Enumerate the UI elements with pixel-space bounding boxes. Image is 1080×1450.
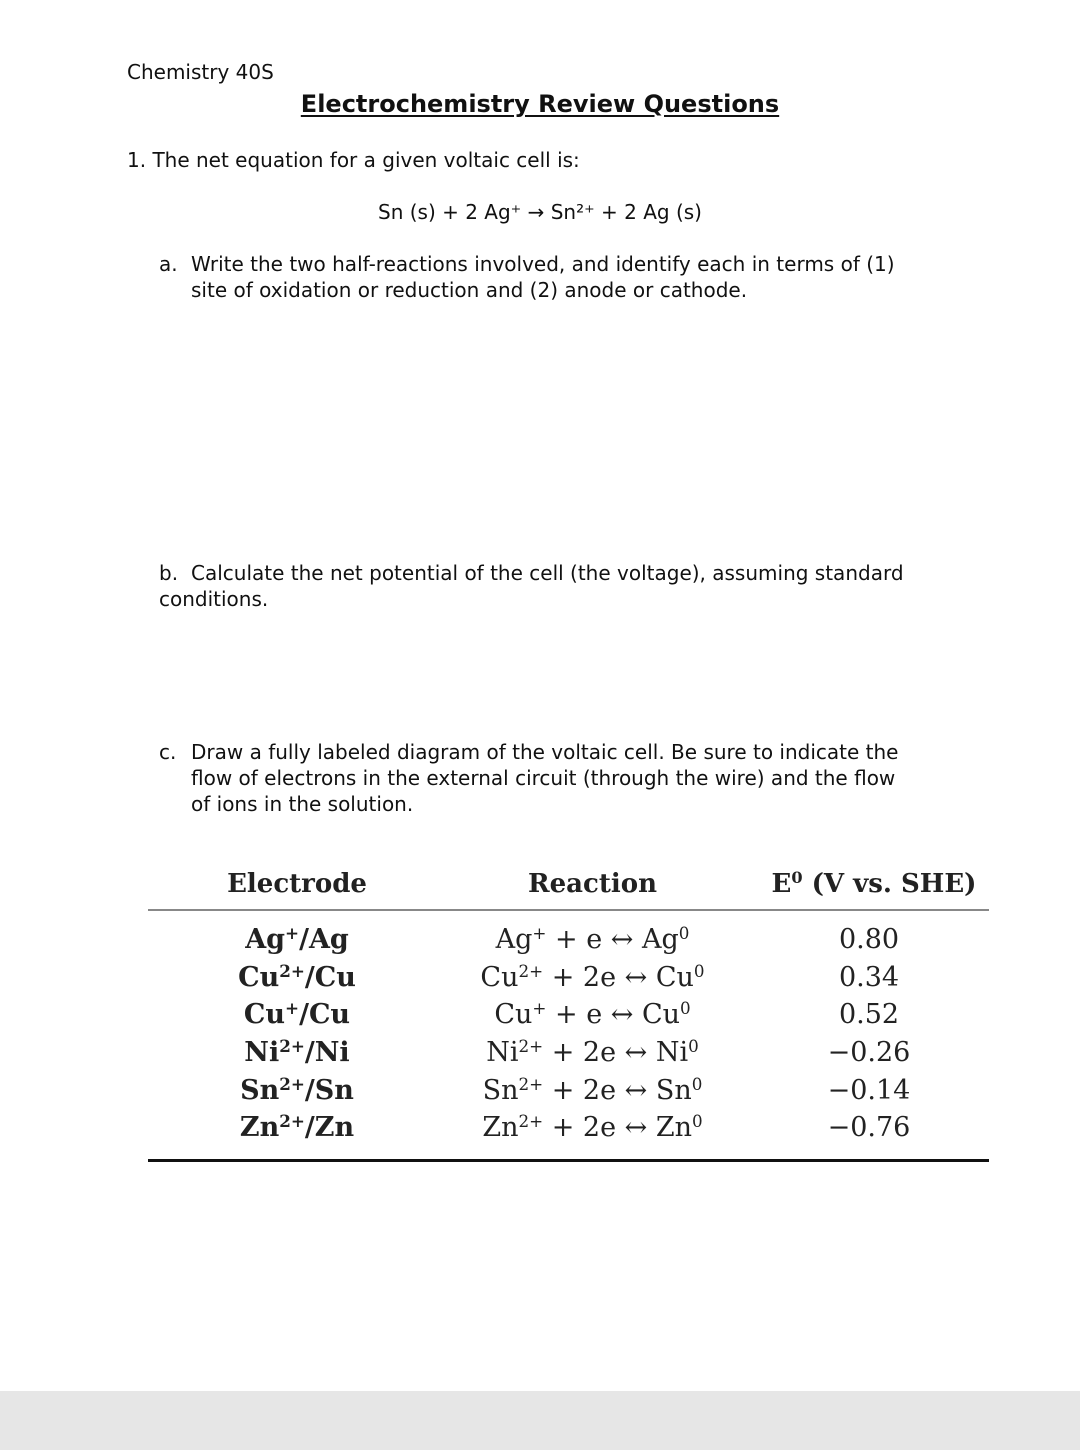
part-c-text-line-2: flow of electrons in the external circuit (through the wire) and the flow xyxy=(191,766,896,790)
header-electrode: Electrode xyxy=(227,869,367,899)
question-part-b xyxy=(159,560,959,612)
part-c-text-line-3: of ions in the solution. xyxy=(191,792,414,816)
part-c-letter: c. xyxy=(159,740,177,764)
cell-electrode: $Sn^{2+}/Sn$ xyxy=(240,1073,354,1106)
question-part-a xyxy=(159,251,959,303)
cell-reaction: Cu+ + e ↔ Cu$^0$ xyxy=(494,998,691,1031)
part-a-letter: a. xyxy=(159,252,178,276)
question-1-prompt: 1. The net equation for a given voltaic cell is: xyxy=(127,148,580,172)
header-e0: $E^0$ (V vs. SHE) xyxy=(771,868,977,899)
cell-e0: −0.26 xyxy=(827,1037,911,1069)
course-name: Chemistry 40S xyxy=(127,60,274,84)
table-bottom-rule xyxy=(148,1159,989,1162)
table-row xyxy=(148,996,989,1034)
question-part-c xyxy=(159,739,959,817)
cell-e0: 0.34 xyxy=(838,961,900,993)
part-c-text-line-1: Draw a fully labeled diagram of the voltaic cell. Be sure to indicate the xyxy=(191,740,899,764)
cell-reaction: $Sn^{2+} + 2e$ ↔ Sn$^0$ xyxy=(482,1073,703,1106)
part-b-letter: b. xyxy=(159,561,179,585)
cell-electrode: Cu+/Cu xyxy=(243,998,351,1031)
part-b-text-line-1: Calculate the net potential of the cell (the voltage), assuming standard xyxy=(191,561,904,585)
table-row xyxy=(148,921,989,959)
cell-e0: 0.80 xyxy=(838,924,900,956)
table-body xyxy=(148,911,989,1147)
cell-reaction: Ag+ + e ↔ Ag$^0$ xyxy=(495,923,690,956)
cell-e0: −0.14 xyxy=(827,1074,911,1106)
table-header-row xyxy=(148,860,989,908)
net-equation: Sn (s) + 2 Ag⁺ → Sn²⁺ + 2 Ag (s) xyxy=(378,200,702,224)
cell-electrode: $Zn^{2+}/Zn$ xyxy=(239,1111,355,1144)
table-row xyxy=(148,1109,989,1147)
part-b-text-line-2: conditions. xyxy=(159,587,269,611)
header-reaction: Reaction xyxy=(528,869,657,899)
cell-e0: −0.76 xyxy=(827,1112,911,1144)
cell-reaction: $Cu^{2+} + 2e$ ↔ Cu$^0$ xyxy=(480,960,705,993)
reduction-potentials-table xyxy=(148,860,989,1162)
page-footer-band xyxy=(0,1391,1080,1450)
cell-electrode: Ag+/Ag xyxy=(245,923,349,956)
cell-e0: 0.52 xyxy=(838,999,900,1031)
table-row xyxy=(148,1071,989,1109)
cell-reaction: $Ni^{2+} + 2e$ ↔ Ni$^0$ xyxy=(486,1035,699,1069)
cell-electrode: $Cu^{2+}/Cu$ xyxy=(238,960,356,993)
part-a-text-line-2: site of oxidation or reduction and (2) anode or cathode. xyxy=(191,278,748,302)
cell-reaction: $Zn^{2+} + 2e$ ↔ Zn$^0$ xyxy=(482,1111,703,1144)
table-row xyxy=(148,959,989,997)
table-row xyxy=(148,1034,989,1072)
page-title: Electrochemistry Review Questions xyxy=(300,90,780,118)
part-a-text-line-1: Write the two half-reactions involved, and identify each in terms of (1) xyxy=(191,252,895,276)
cell-electrode: $Ni^{2+}/Ni$ xyxy=(244,1035,350,1069)
